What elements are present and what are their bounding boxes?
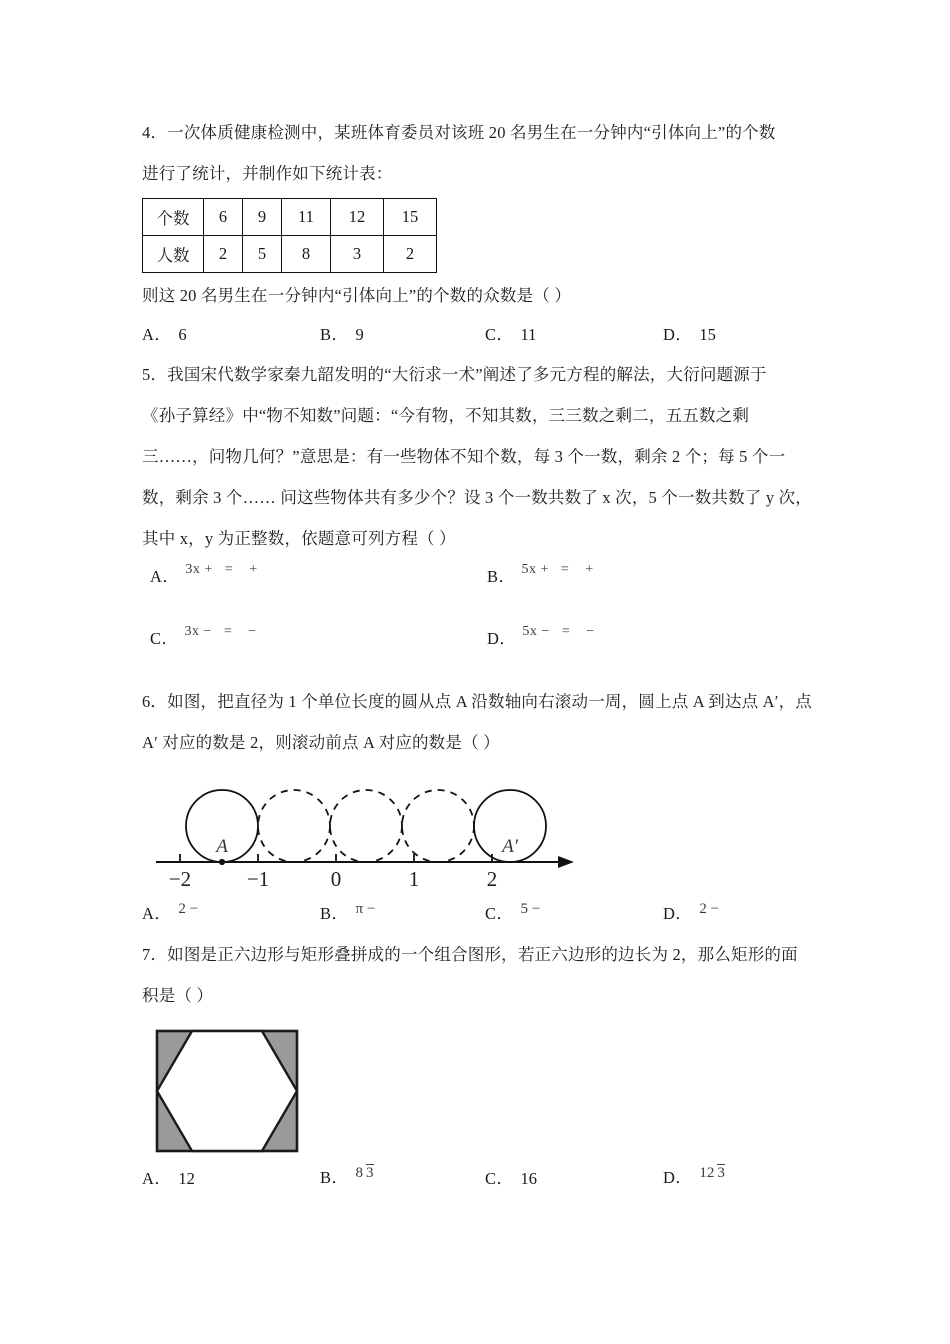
table-cell: 9 [243, 199, 282, 236]
question-4-prompt: 则这 20 名男生在一分钟内“引体向上”的个数的众数是（ ） [142, 286, 572, 305]
table-cell: 11 [282, 199, 331, 236]
statistics-table [142, 198, 437, 273]
option-b[interactable] [320, 895, 485, 934]
option-d-value: 15 [699, 325, 716, 344]
axis-arrow-icon [558, 856, 574, 868]
question-7 [142, 934, 814, 1198]
rolling-circles [186, 790, 546, 862]
circle-dashed-1 [258, 790, 330, 862]
option-a[interactable] [142, 895, 320, 934]
option-b-label: B． [320, 325, 349, 344]
axis-tick-label: 1 [408, 867, 420, 891]
option-c-value: 5 − [520, 901, 541, 917]
question-5-line-4: 数，剩余 3 个…… 问这些物体共有多少个？设 3 个一数共数了 x 次，5 个一数共数了 y 次， [142, 488, 812, 507]
option-d[interactable] [663, 1159, 813, 1198]
table-row-header: 人数 [143, 236, 204, 273]
axis-tick-label: 2 [486, 867, 498, 891]
option-a[interactable] [142, 316, 320, 354]
point-a-label: A [216, 836, 228, 857]
question-4-options [142, 316, 814, 354]
option-d-value: 12 [699, 1165, 715, 1181]
page-content [142, 112, 814, 1198]
question-6-options [142, 896, 814, 934]
table-cell: 2 [204, 236, 243, 273]
option-c-equation: 3x − = − [184, 624, 257, 639]
table-cell: 6 [204, 199, 243, 236]
question-7-options [142, 1160, 814, 1198]
option-c-label: C． [485, 904, 514, 923]
option-a-label: A． [142, 904, 172, 923]
option-c-value: 11 [520, 325, 537, 344]
question-7-line-2: 积是（ ） [142, 986, 214, 1005]
table-row [143, 236, 437, 273]
question-5-line-1: 5．我国宋代数学家秦九韶发明的“大衍求一术”阐述了多元方程的解法，大衍问题源于 [142, 365, 767, 384]
option-d-label: D． [663, 1168, 693, 1187]
table-cell: 3 [331, 236, 384, 273]
axis-tick-label: 0 [330, 867, 342, 891]
option-c[interactable] [485, 895, 663, 934]
option-d[interactable] [487, 625, 595, 649]
table-row [143, 199, 437, 236]
option-d-value: 2 − [699, 901, 720, 917]
option-a-equation: 3x + = + [185, 562, 258, 577]
option-a[interactable] [142, 1160, 320, 1198]
axis-tick-label: −1 [246, 867, 270, 891]
option-b[interactable] [320, 316, 485, 354]
option-b-label: B． [487, 567, 516, 586]
axis-tick-label: −2 [168, 867, 192, 891]
question-4-line-1: 4．一次体质健康检测中，某班体育委员对该班 20 名男生在一分钟内“引体向上”的个数 [142, 123, 776, 142]
table-row-header: 个数 [143, 199, 204, 236]
option-d[interactable] [663, 895, 813, 934]
option-a-value: 6 [178, 325, 187, 344]
number-line-svg [154, 769, 574, 894]
question-6 [142, 681, 814, 934]
option-b-value: 9 [355, 325, 364, 344]
question-4 [142, 112, 814, 354]
option-d-label: D． [663, 325, 693, 344]
option-c-label: C． [485, 1169, 514, 1188]
option-d[interactable] [663, 316, 813, 354]
option-c[interactable] [150, 625, 257, 649]
option-a-label: A． [150, 567, 180, 586]
hexagon-rectangle-svg [154, 1028, 300, 1154]
point-a-prime-label: A′ [502, 836, 518, 857]
option-c[interactable] [485, 1160, 663, 1198]
hexagon-rectangle-figure [154, 1028, 300, 1154]
option-b-value: π − [355, 901, 376, 917]
table-cell: 8 [282, 236, 331, 273]
question-7-line-1: 7．如图是正六边形与矩形叠拼成的一个组合图形，若正六边形的边长为 2，那么矩形的面 [142, 945, 798, 964]
option-a-value: 2 − [178, 901, 199, 917]
option-a[interactable] [150, 563, 258, 587]
option-a-label: A． [142, 1169, 172, 1188]
question-6-line-2: A′ 对应的数是 2，则滚动前点 A 对应的数是（ ） [142, 733, 500, 752]
question-4-line-2: 进行了统计，并制作如下统计表： [142, 164, 393, 183]
table-cell: 12 [331, 199, 384, 236]
option-c-label: C． [485, 325, 514, 344]
option-d-label: D． [487, 629, 517, 648]
number-line-figure [154, 769, 574, 894]
option-c-value: 16 [520, 1169, 538, 1188]
circle-dashed-2 [330, 790, 402, 862]
table-cell: 5 [243, 236, 282, 273]
option-b[interactable] [320, 1159, 485, 1198]
option-a-value: 12 [178, 1169, 195, 1188]
option-b-label: B． [320, 904, 349, 923]
option-b-equation: 5x + = + [521, 562, 594, 577]
option-b-label: B． [320, 1168, 349, 1187]
option-b-value: 8 [355, 1165, 364, 1181]
option-b-radical: 3 [366, 1165, 374, 1181]
option-a-label: A． [142, 325, 172, 344]
option-b[interactable] [487, 563, 594, 587]
circle-dashed-3 [402, 790, 474, 862]
option-d-equation: 5x − = − [522, 624, 595, 639]
option-c[interactable] [485, 316, 663, 354]
question-5 [142, 354, 814, 681]
question-5-options [142, 563, 814, 681]
option-d-radical: 3 [717, 1165, 725, 1181]
table-cell: 2 [384, 236, 437, 273]
option-d-label: D． [663, 904, 693, 923]
point-a-marker [219, 859, 225, 865]
question-6-line-1: 6．如图，把直径为 1 个单位长度的圆从点 A 沿数轴向右滚动一周，圆上点 A 到达点 A′，点 [142, 692, 813, 711]
option-c-label: C． [150, 629, 179, 648]
question-5-line-2: 《孙子算经》中“物不知数”问题：“今有物，不知其数，三三数之剩二，五五数之剩 [142, 406, 750, 425]
question-5-line-5: 其中 x，y 为正整数，依题意可列方程（ ） [142, 529, 456, 548]
question-5-line-3: 三……，问物几何？”意思是：有一些物体不知个数，每 3 个一数，剩余 2 个；每 5 个一 [142, 447, 786, 466]
table-cell: 15 [384, 199, 437, 236]
